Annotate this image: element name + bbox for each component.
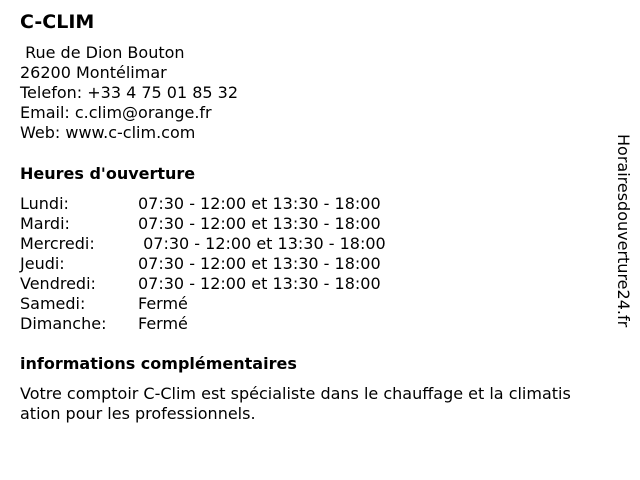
opening-hours-table — [20, 194, 440, 334]
day-label: Vendredi: — [20, 274, 96, 293]
hours-row-sunday — [20, 314, 440, 334]
hours-value: 07:30 - 12:00 et 13:30 - 18:00 — [138, 234, 386, 253]
hours-value: 07:30 - 12:00 et 13:30 - 18:00 — [138, 194, 381, 213]
hours-value: Fermé — [138, 314, 188, 333]
additional-info-heading: informations complémentaires — [20, 354, 297, 373]
hours-row-thursday — [20, 254, 440, 274]
hours-row-tuesday — [20, 214, 440, 234]
hours-row-monday — [20, 194, 440, 214]
company-name: C-CLIM — [20, 11, 95, 33]
hours-value: Fermé — [138, 294, 188, 313]
address-block — [20, 43, 238, 143]
email-address: Email: c.clim@orange.fr — [20, 103, 212, 122]
hours-row-friday — [20, 274, 440, 294]
hours-value: 07:30 - 12:00 et 13:30 - 18:00 — [138, 214, 381, 233]
day-label: Samedi: — [20, 294, 86, 313]
opening-hours-heading: Heures d'ouverture — [20, 164, 196, 183]
info-text-line: Votre comptoir C-Clim est spécialiste dans le chauffage et la climatis — [20, 384, 571, 403]
info-text-line: ation pour les professionnels. — [20, 404, 256, 423]
hours-row-wednesday — [20, 234, 440, 254]
day-label: Lundi: — [20, 194, 69, 213]
hours-value: 07:30 - 12:00 et 13:30 - 18:00 — [138, 274, 381, 293]
day-label: Jeudi: — [20, 254, 65, 273]
phone-number: Telefon: +33 4 75 01 85 32 — [20, 83, 239, 102]
day-label: Dimanche: — [20, 314, 107, 333]
city-address: 26200 Montélimar — [20, 63, 167, 82]
street-address: Rue de Dion Bouton — [20, 43, 185, 62]
site-watermark: Horairesdouverture24.fr — [614, 134, 633, 328]
hours-value: 07:30 - 12:00 et 13:30 - 18:00 — [138, 254, 381, 273]
day-label: Mercredi: — [20, 234, 95, 253]
website: Web: www.c-clim.com — [20, 123, 196, 142]
additional-info-text — [20, 384, 620, 424]
hours-row-saturday — [20, 294, 440, 314]
day-label: Mardi: — [20, 214, 70, 233]
